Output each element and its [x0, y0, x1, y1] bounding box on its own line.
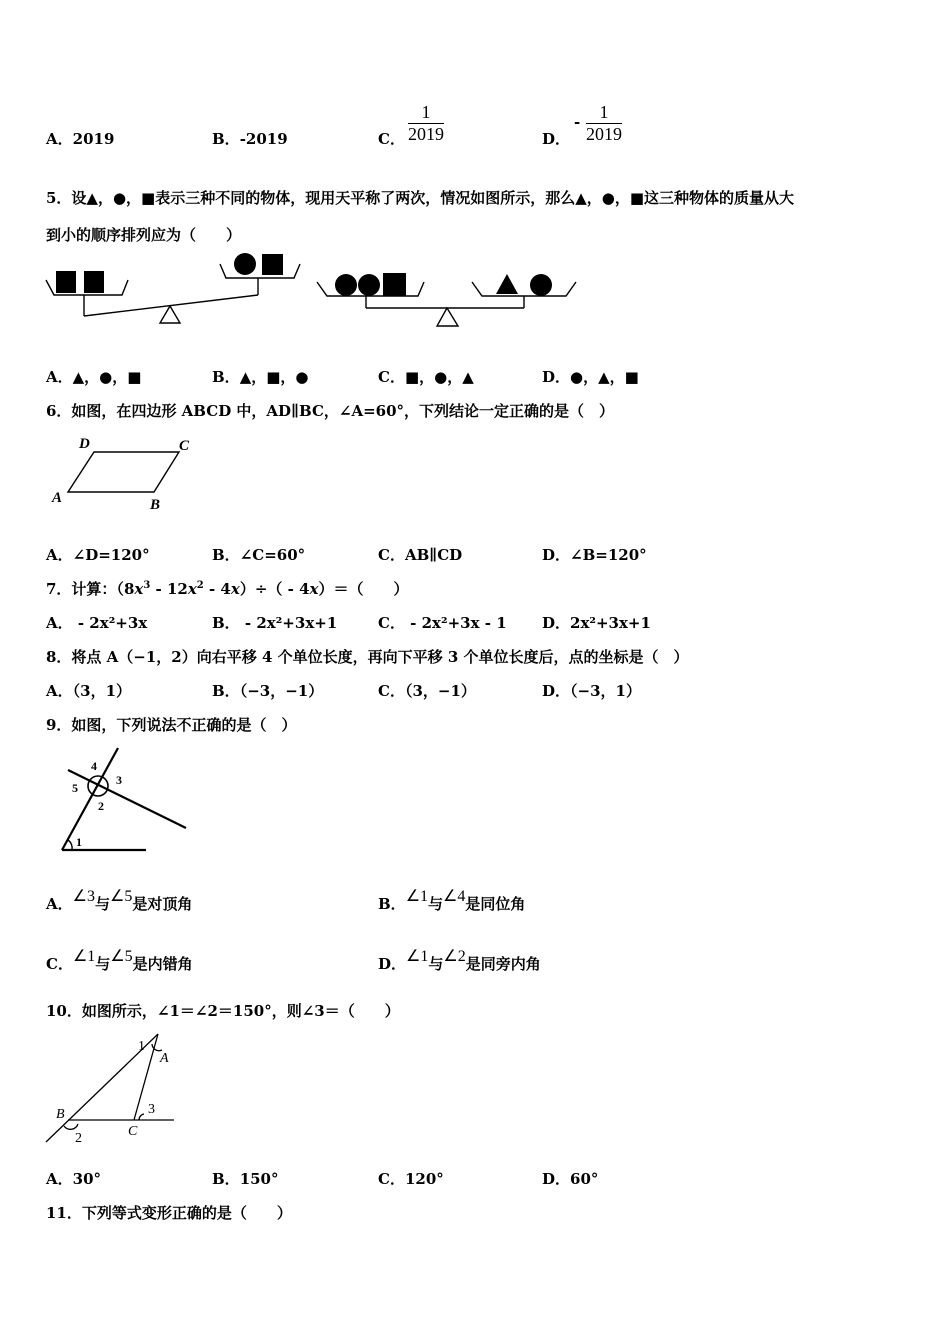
- q10-stem: 10．如图所示，∠1＝∠2＝150°，则∠3＝（ ）: [46, 1002, 400, 1020]
- q10-option-d[interactable]: D．60°: [542, 1170, 599, 1188]
- q7-option-d[interactable]: D．2x²+3x+1: [542, 614, 651, 632]
- square-icon: [56, 271, 76, 293]
- q9-label-4: 4: [91, 759, 97, 773]
- q6-label-a: A: [52, 490, 63, 506]
- q9-option-b[interactable]: B．∠1与∠4是同位角: [378, 888, 526, 913]
- square-icon: [262, 254, 283, 275]
- q9-label-3: 3: [116, 773, 122, 787]
- q6-stem: 6．如图，在四边形 ABCD 中，AD∥BC，∠A=60°，下列结论一定正确的是（ ）: [46, 402, 615, 420]
- q4-option-d-sign: -: [574, 113, 581, 131]
- q4-option-b[interactable]: B．-2019: [212, 130, 288, 148]
- q5-stem-line2: 到小的顺序排列应为（ ）: [46, 226, 242, 244]
- q5-option-d[interactable]: D．●，▲，■: [542, 368, 639, 386]
- q4-option-d-fraction: $\frac{1}{2019}$: [586, 102, 622, 144]
- q5-balance-figure: [44, 250, 584, 330]
- q8-option-b[interactable]: B．（−3，−1）: [212, 682, 324, 700]
- q10-label-c: C: [128, 1124, 138, 1139]
- q5-option-a[interactable]: A．▲，●，■: [46, 368, 142, 386]
- q10-label-2: 2: [75, 1131, 82, 1146]
- q10-label-1: 1: [138, 1039, 145, 1054]
- q10-label-a: A: [160, 1051, 169, 1066]
- q7-option-b[interactable]: B． - 2x²+3x+1: [212, 614, 338, 632]
- q5-stem-line1: 5．设▲，●，■表示三种不同的物体，现用天平称了两次，情况如图所示，那么▲，●，■这三种物体的质量从大: [46, 189, 795, 207]
- q5-option-c[interactable]: C．■，●，▲: [378, 368, 474, 386]
- q9-option-c[interactable]: C．∠1与∠5是内错角: [46, 948, 193, 973]
- q6-option-d[interactable]: D．∠B=120°: [542, 546, 647, 564]
- square-icon: [383, 273, 406, 296]
- q4-option-c-fraction: $\frac{1}{2019}$: [408, 102, 444, 144]
- q8-option-d[interactable]: D．（−3，1）: [542, 682, 641, 700]
- circle-icon: [530, 274, 552, 296]
- q9-stem: 9．如图，下列说法不正确的是（ ）: [46, 716, 297, 734]
- q6-option-c[interactable]: C．AB∥CD: [378, 546, 463, 564]
- q6-option-b[interactable]: B．∠C=60°: [212, 546, 306, 564]
- q6-parallelogram-figure: [44, 430, 214, 520]
- circle-icon: [234, 253, 256, 275]
- q7-option-a[interactable]: A． - 2x²+3x: [46, 614, 148, 632]
- q6-label-b: B: [150, 497, 161, 513]
- q10-label-b: B: [56, 1107, 65, 1122]
- q10-label-3: 3: [148, 1102, 155, 1117]
- q9-option-d[interactable]: D．∠1与∠2是同旁内角: [378, 948, 541, 973]
- q9-option-a[interactable]: A．∠3与∠5是对顶角: [46, 888, 193, 913]
- q9-angle-figure: [50, 746, 210, 861]
- circle-icon: [358, 274, 380, 296]
- q4-option-d-label[interactable]: D．: [542, 130, 571, 148]
- q4-option-c-label[interactable]: C．: [378, 130, 405, 148]
- q10-triangle-figure: [42, 1030, 192, 1145]
- q10-option-c[interactable]: C．120°: [378, 1170, 444, 1188]
- q4-option-a[interactable]: A．2019: [46, 130, 115, 148]
- square-icon: [84, 271, 104, 293]
- q6-label-d: D: [79, 436, 90, 452]
- q8-option-c[interactable]: C．（3，−1）: [378, 682, 476, 700]
- q8-option-a[interactable]: A．（3，1）: [46, 682, 132, 700]
- q9-label-1: 1: [76, 835, 82, 849]
- q8-stem: 8．将点 A（−1，2）向右平移 4 个单位长度，再向下平移 3 个单位长度后，点的坐标是（ ）: [46, 648, 689, 666]
- q5-option-b[interactable]: B．▲，■，●: [212, 368, 309, 386]
- q9-label-2: 2: [98, 799, 104, 813]
- q6-label-c: C: [179, 438, 190, 454]
- q7-option-c[interactable]: C． - 2x²+3x - 1: [378, 614, 507, 632]
- q10-option-b[interactable]: B．150°: [212, 1170, 279, 1188]
- q11-stem: 11．下列等式变形正确的是（ ）: [46, 1204, 292, 1222]
- q10-option-a[interactable]: A．30°: [46, 1170, 102, 1188]
- q7-stem: 7．计算：$(8x^3 - 12x^2 - 4x)\div( - 4x)=$（ ）: [46, 580, 409, 598]
- q6-option-a[interactable]: A．∠D=120°: [46, 546, 150, 564]
- q9-label-5: 5: [72, 781, 78, 795]
- triangle-icon: [496, 274, 518, 294]
- circle-icon: [335, 274, 357, 296]
